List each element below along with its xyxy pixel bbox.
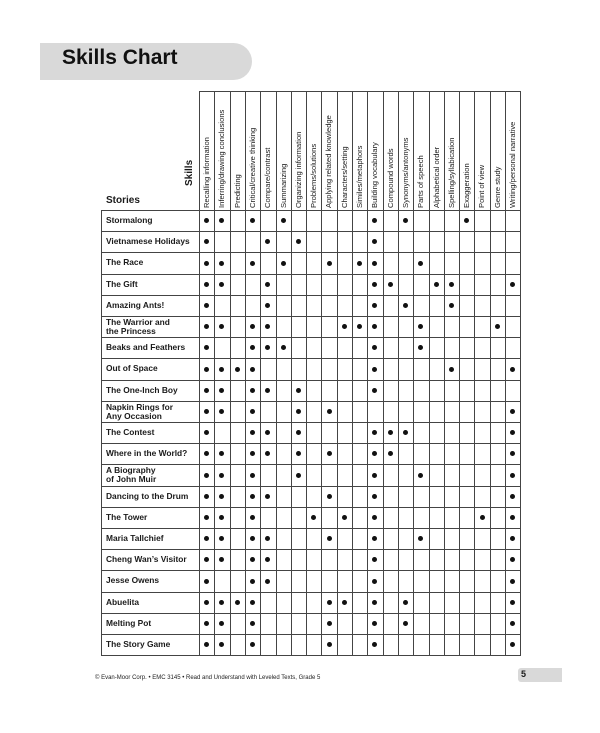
skill-dot xyxy=(372,282,377,287)
skill-dot xyxy=(219,451,224,456)
skill-dot xyxy=(265,282,270,287)
skill-dot xyxy=(250,218,255,223)
skill-dot xyxy=(219,218,224,223)
story-name: A Biography of John Muir xyxy=(106,464,157,484)
skill-dot xyxy=(250,430,255,435)
skill-dot xyxy=(418,261,423,266)
skill-dot xyxy=(296,409,301,414)
skill-column-header: Exaggeration xyxy=(462,163,471,208)
skill-dot xyxy=(372,557,377,562)
skill-dot xyxy=(265,536,270,541)
skill-dot xyxy=(342,324,347,329)
grid-hline xyxy=(101,613,521,614)
skill-dot xyxy=(403,303,408,308)
skill-dot xyxy=(265,430,270,435)
skill-dot xyxy=(204,515,209,520)
grid-vline xyxy=(101,210,102,655)
skill-dot xyxy=(372,239,377,244)
grid-hline xyxy=(101,422,521,423)
skill-column-header: Point of view xyxy=(477,164,486,208)
skill-dot xyxy=(327,261,332,266)
story-name: Beaks and Feathers xyxy=(106,342,186,352)
skill-dot xyxy=(204,430,209,435)
skill-dot xyxy=(204,621,209,626)
skill-dot xyxy=(250,515,255,520)
skill-dot xyxy=(510,409,515,414)
grid-hline xyxy=(101,655,521,656)
skill-dot xyxy=(219,282,224,287)
skill-dot xyxy=(265,303,270,308)
skill-dot xyxy=(372,430,377,435)
skill-dot xyxy=(265,239,270,244)
story-name: The Tower xyxy=(106,512,148,522)
skill-dot xyxy=(219,494,224,499)
story-name: Amazing Ants! xyxy=(106,300,165,310)
skill-dot xyxy=(372,261,377,266)
skill-dot xyxy=(250,388,255,393)
story-name: Abuelita xyxy=(106,597,140,607)
skill-dot xyxy=(510,282,515,287)
skill-dot xyxy=(204,494,209,499)
skill-dot xyxy=(204,409,209,414)
skill-dot xyxy=(449,367,454,372)
skill-column-header: Summarizing xyxy=(279,163,288,208)
footer-credit: © Evan-Moor Corp. • EMC 3145 • Read and Understand with Leveled Texts, Grade 5 xyxy=(95,675,321,681)
skill-column-header: Compare/contrast xyxy=(263,147,272,208)
grid-hline xyxy=(101,464,521,465)
grid-hline xyxy=(101,210,521,211)
skill-dot xyxy=(327,600,332,605)
skill-dot xyxy=(327,642,332,647)
story-name: The Story Game xyxy=(106,639,171,649)
skill-dot xyxy=(403,600,408,605)
skill-dot xyxy=(265,345,270,350)
grid-top-line xyxy=(199,91,521,92)
skill-dot xyxy=(265,494,270,499)
skill-column-header: Alphabetical order xyxy=(432,146,441,208)
skill-column-header: Writing/personal narrative xyxy=(508,121,517,208)
skill-dot xyxy=(510,621,515,626)
story-name: Stormalong xyxy=(106,215,153,225)
skill-column-header: Inferring/drawing conclusions xyxy=(217,109,226,208)
skill-dot xyxy=(250,579,255,584)
story-name: Melting Pot xyxy=(106,618,152,628)
skill-dot xyxy=(250,261,255,266)
story-name: Maria Tallchief xyxy=(106,533,164,543)
skill-dot xyxy=(204,388,209,393)
skill-dot xyxy=(464,218,469,223)
skill-column-header: Characters/setting xyxy=(340,146,349,208)
skill-dot xyxy=(449,282,454,287)
skill-dot xyxy=(250,557,255,562)
skill-dot xyxy=(372,536,377,541)
grid-hline xyxy=(101,358,521,359)
skill-dot xyxy=(219,261,224,266)
skill-dot xyxy=(342,515,347,520)
story-name: Where in the World? xyxy=(106,448,188,458)
skill-dot xyxy=(250,494,255,499)
skill-dot xyxy=(434,282,439,287)
skill-dot xyxy=(219,367,224,372)
skill-dot xyxy=(296,239,301,244)
skill-dot xyxy=(296,430,301,435)
skill-dot xyxy=(372,367,377,372)
skill-dot xyxy=(342,600,347,605)
skill-dot xyxy=(250,473,255,478)
skill-dot xyxy=(418,324,423,329)
skill-dot xyxy=(480,515,485,520)
skill-dot xyxy=(219,557,224,562)
skill-dot xyxy=(296,451,301,456)
skill-dot xyxy=(204,218,209,223)
story-name: Cheng Wan’s Visitor xyxy=(106,554,187,564)
skill-dot xyxy=(510,451,515,456)
story-name: Vietnamese Holidays xyxy=(106,236,190,246)
skill-column-header: Recalling information xyxy=(202,137,211,208)
story-name: The Race xyxy=(106,257,144,267)
skill-dot xyxy=(250,409,255,414)
skill-dot xyxy=(250,324,255,329)
skill-dot xyxy=(372,600,377,605)
skill-column-header: Predicting xyxy=(233,174,242,208)
skill-dot xyxy=(204,282,209,287)
skill-column-header: Synonyms/antonyms xyxy=(401,137,410,208)
skill-dot xyxy=(265,324,270,329)
skill-dot xyxy=(204,642,209,647)
skill-dot xyxy=(418,345,423,350)
story-name: Dancing to the Drum xyxy=(106,491,189,501)
skill-column-header: Compound words xyxy=(386,148,395,208)
story-name: The One-Inch Boy xyxy=(106,385,178,395)
skill-dot xyxy=(204,345,209,350)
story-name: Jesse Owens xyxy=(106,575,160,585)
skill-dot xyxy=(510,515,515,520)
skill-dot xyxy=(418,536,423,541)
skill-dot xyxy=(219,324,224,329)
skill-dot xyxy=(204,303,209,308)
skill-dot xyxy=(372,303,377,308)
skill-dot xyxy=(250,642,255,647)
grid-hline xyxy=(101,528,521,529)
skill-dot xyxy=(495,324,500,329)
skill-column-header: Organizing information xyxy=(294,131,303,208)
skill-dot xyxy=(372,642,377,647)
skill-dot xyxy=(219,600,224,605)
skill-dot xyxy=(250,536,255,541)
skill-dot xyxy=(219,642,224,647)
skill-dot xyxy=(281,345,286,350)
skill-dot xyxy=(418,473,423,478)
story-name: The Contest xyxy=(106,427,155,437)
skill-dot xyxy=(372,579,377,584)
skill-dot xyxy=(372,515,377,520)
skill-dot xyxy=(388,451,393,456)
grid-hline xyxy=(101,570,521,571)
skill-dot xyxy=(204,579,209,584)
skill-dot xyxy=(219,621,224,626)
skill-dot xyxy=(327,451,332,456)
skill-dot xyxy=(372,494,377,499)
story-name: Out of Space xyxy=(106,363,158,373)
skill-dot xyxy=(219,388,224,393)
skill-dot xyxy=(510,430,515,435)
stories-header-label: Stories xyxy=(106,195,140,206)
page-title: Skills Chart xyxy=(62,46,178,69)
skill-dot xyxy=(372,451,377,456)
skill-dot xyxy=(403,621,408,626)
skill-dot xyxy=(449,303,454,308)
skill-dot xyxy=(204,557,209,562)
skill-dot xyxy=(388,430,393,435)
skill-dot xyxy=(204,536,209,541)
skill-dot xyxy=(327,494,332,499)
skill-dot xyxy=(372,345,377,350)
skill-dot xyxy=(372,473,377,478)
skill-dot xyxy=(510,536,515,541)
skill-dot xyxy=(265,451,270,456)
skill-dot xyxy=(204,367,209,372)
story-name: The Gift xyxy=(106,279,138,289)
skill-dot xyxy=(250,600,255,605)
skill-column-header: Spelling/syllabication xyxy=(447,137,456,208)
page-number: 5 xyxy=(521,669,527,679)
skill-dot xyxy=(388,282,393,287)
grid-hline xyxy=(101,252,521,253)
skill-dot xyxy=(510,579,515,584)
skill-dot xyxy=(327,536,332,541)
skill-column-header: Building vocabulary xyxy=(370,142,379,208)
skill-dot xyxy=(204,261,209,266)
skill-dot xyxy=(250,367,255,372)
skill-dot xyxy=(250,345,255,350)
grid-hline xyxy=(101,592,521,593)
skill-dot xyxy=(510,600,515,605)
skill-dot xyxy=(265,388,270,393)
skill-dot xyxy=(296,473,301,478)
skill-dot xyxy=(296,388,301,393)
skill-dot xyxy=(219,409,224,414)
skill-dot xyxy=(265,557,270,562)
skill-column-header: Genre study xyxy=(493,166,502,208)
skill-dot xyxy=(510,642,515,647)
skill-dot xyxy=(372,218,377,223)
skill-dot xyxy=(372,388,377,393)
skill-dot xyxy=(281,261,286,266)
skill-dot xyxy=(281,218,286,223)
skill-dot xyxy=(204,473,209,478)
skill-column-header: Similes/metaphors xyxy=(355,145,364,208)
skill-dot xyxy=(265,579,270,584)
skill-dot xyxy=(219,515,224,520)
skill-column-header: Critical/creative thinking xyxy=(248,127,257,208)
skill-dot xyxy=(204,239,209,244)
skill-dot xyxy=(250,451,255,456)
skill-dot xyxy=(403,218,408,223)
skill-dot xyxy=(250,621,255,626)
skill-dot xyxy=(235,367,240,372)
skill-dot xyxy=(403,430,408,435)
skill-dot xyxy=(510,494,515,499)
skill-dot xyxy=(219,473,224,478)
skill-dot xyxy=(219,536,224,541)
skill-dot xyxy=(327,621,332,626)
grid-hline xyxy=(101,507,521,508)
skill-dot xyxy=(311,515,316,520)
skill-dot xyxy=(372,621,377,626)
grid-hline xyxy=(101,274,521,275)
skill-dot xyxy=(357,324,362,329)
story-name: The Warrior and the Princess xyxy=(106,316,170,336)
skill-dot xyxy=(357,261,362,266)
skill-dot xyxy=(372,324,377,329)
skill-dot xyxy=(510,473,515,478)
skill-dot xyxy=(204,600,209,605)
skill-dot xyxy=(204,451,209,456)
skill-dot xyxy=(510,557,515,562)
skill-column-header: Problems/solutions xyxy=(309,143,318,208)
skill-dot xyxy=(327,409,332,414)
skill-dot xyxy=(204,324,209,329)
skills-header-label: Skills xyxy=(184,159,195,186)
skill-dot xyxy=(235,600,240,605)
skill-column-header: Parts of speech xyxy=(416,155,425,208)
skill-dot xyxy=(510,367,515,372)
story-name: Napkin Rings for Any Occasion xyxy=(106,401,174,421)
skill-column-header: Applying related knowledge xyxy=(324,115,333,208)
